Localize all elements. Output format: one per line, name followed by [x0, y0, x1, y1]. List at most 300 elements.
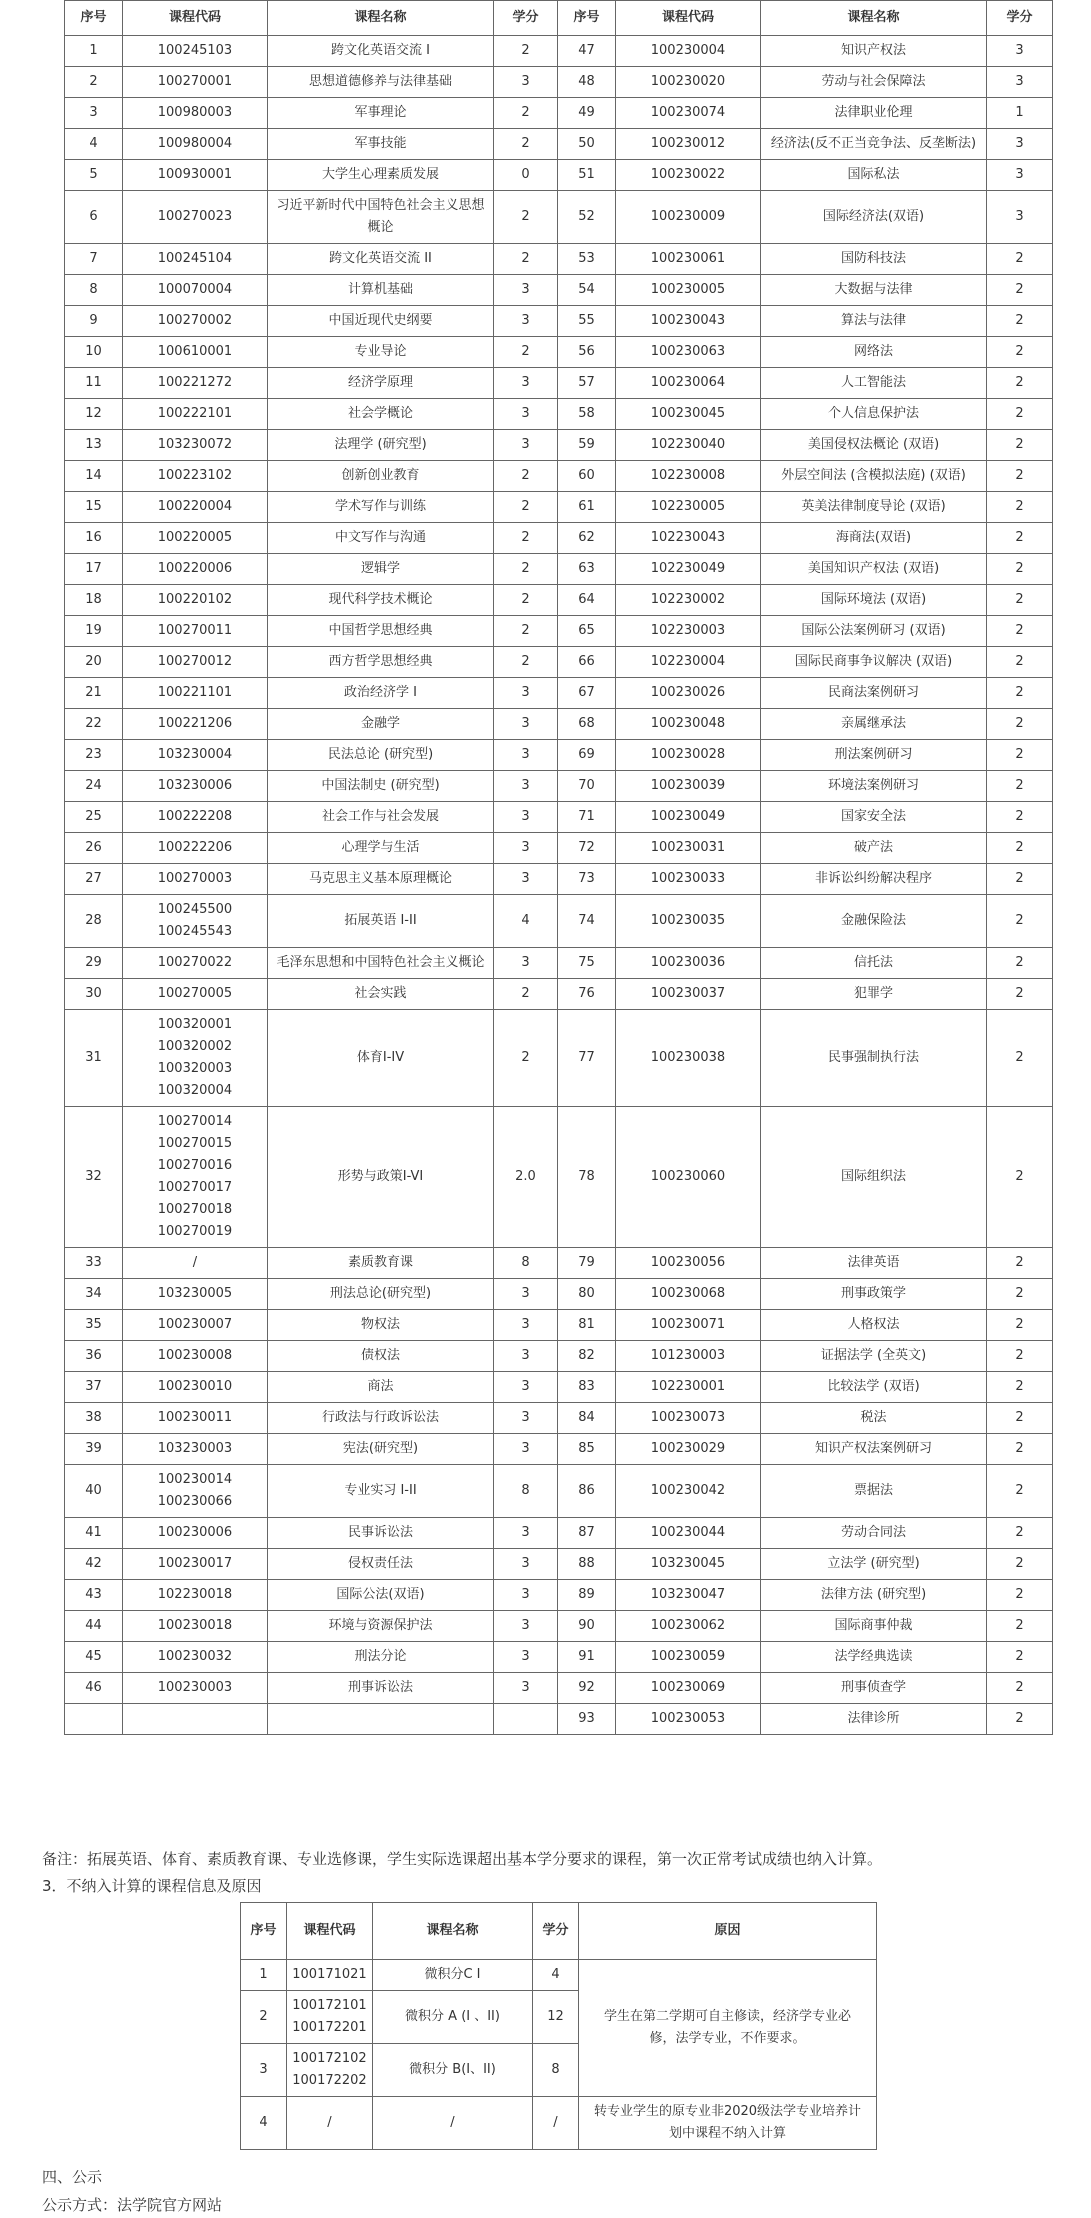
course-credit: 2	[987, 864, 1053, 895]
course-name: 行政法与行政诉讼法	[268, 1403, 494, 1434]
course-name: 商法	[268, 1372, 494, 1403]
course-credit: 2	[987, 709, 1053, 740]
course-code: 100270012	[157, 654, 233, 669]
course-code: 102230008	[650, 468, 726, 483]
course-credit: 2	[987, 461, 1053, 492]
course-no: 78	[558, 1107, 616, 1248]
header-credit-2: 学分	[987, 1, 1053, 36]
course-codes	[123, 306, 268, 337]
course-codes	[616, 67, 761, 98]
course-name: 专业实习 I-II	[268, 1465, 494, 1518]
course-code: 100230031	[650, 840, 726, 855]
course-code: 102230005	[650, 499, 726, 514]
table-row	[65, 1549, 1053, 1580]
course-credit: 3	[494, 771, 558, 802]
course-name: 刑法总论(研究型)	[268, 1279, 494, 1310]
course-credit: 2	[494, 36, 558, 67]
table-row	[65, 461, 1053, 492]
header-name: 课程名称	[268, 1, 494, 36]
course-credit: 2	[494, 523, 558, 554]
course-no: 89	[558, 1580, 616, 1611]
excl-reason: 学生在第二学期可自主修读，经济学专业必修，法学专业，不作要求。	[579, 1960, 877, 2097]
excl-no: 4	[241, 2097, 287, 2150]
course-no: 51	[558, 160, 616, 191]
course-name: 环境法案例研习	[761, 771, 987, 802]
course-code: 100230028	[650, 747, 726, 762]
course-name: 国际民商事争议解决 (双语)	[761, 647, 987, 678]
course-code: 100222208	[157, 809, 233, 824]
course-no: 53	[558, 244, 616, 275]
course-no: 19	[65, 616, 123, 647]
table-row	[65, 337, 1053, 368]
course-codes	[616, 864, 761, 895]
course-codes	[123, 1403, 268, 1434]
course-codes	[123, 678, 268, 709]
course-code: 100230008	[157, 1348, 233, 1363]
table-row	[65, 36, 1053, 67]
course-codes	[123, 67, 268, 98]
excl-no: 1	[241, 1960, 287, 1991]
course-no: 58	[558, 399, 616, 430]
table-row	[65, 864, 1053, 895]
table-row	[65, 1341, 1053, 1372]
course-name: 西方哲学思想经典	[268, 647, 494, 678]
course-codes	[123, 430, 268, 461]
course-codes	[616, 979, 761, 1010]
course-no: 74	[558, 895, 616, 948]
course-codes	[123, 244, 268, 275]
course-codes	[123, 895, 268, 948]
course-no: 14	[65, 461, 123, 492]
course-codes	[123, 36, 268, 67]
course-codes	[616, 399, 761, 430]
course-no: 17	[65, 554, 123, 585]
course-name	[268, 1704, 494, 1735]
course-name: 金融保险法	[761, 895, 987, 948]
table-row	[65, 740, 1053, 771]
course-name: 大数据与法律	[761, 275, 987, 306]
course-code: 100230066	[157, 1494, 233, 1509]
course-code: 103230006	[157, 778, 233, 793]
course-code: 102230049	[650, 561, 726, 576]
course-name: 社会工作与社会发展	[268, 802, 494, 833]
course-credit: 3	[494, 740, 558, 771]
table-row	[65, 895, 1053, 948]
course-no: 93	[558, 1704, 616, 1735]
course-codes	[616, 740, 761, 771]
course-no: 60	[558, 461, 616, 492]
course-name: 国防科技法	[761, 244, 987, 275]
course-code: 100230032	[157, 1649, 233, 1664]
course-code: 100222101	[157, 406, 233, 421]
course-code: 100220004	[157, 499, 233, 514]
course-no: 57	[558, 368, 616, 399]
course-name: 国际公法(双语)	[268, 1580, 494, 1611]
course-credit: 3	[987, 191, 1053, 244]
course-no: 5	[65, 160, 123, 191]
course-credit: 2	[987, 399, 1053, 430]
course-code: 100221101	[157, 685, 233, 700]
course-name: 刑事侦查学	[761, 1673, 987, 1704]
course-name: 国际组织法	[761, 1107, 987, 1248]
course-name: 逻辑学	[268, 554, 494, 585]
course-no: 84	[558, 1403, 616, 1434]
course-code: 100230005	[650, 282, 726, 297]
excl-header-credit: 学分	[533, 1903, 579, 1960]
course-codes	[123, 337, 268, 368]
course-codes	[123, 1549, 268, 1580]
course-codes	[616, 647, 761, 678]
table-row	[65, 585, 1053, 616]
course-no: 81	[558, 1310, 616, 1341]
table-row	[65, 1611, 1053, 1642]
table-row	[65, 1673, 1053, 1704]
course-name: 英美法律制度导论 (双语)	[761, 492, 987, 523]
course-name: 大学生心理素质发展	[268, 160, 494, 191]
excl-credit: 4	[533, 1960, 579, 1991]
course-codes	[616, 306, 761, 337]
course-credit: 3	[494, 1549, 558, 1580]
course-no: 75	[558, 948, 616, 979]
table-row	[65, 98, 1053, 129]
course-name: 刑事政策学	[761, 1279, 987, 1310]
course-codes	[123, 585, 268, 616]
course-codes	[123, 1704, 268, 1735]
course-credit: 2	[987, 1107, 1053, 1248]
excl-credit: 8	[533, 2044, 579, 2097]
course-codes	[123, 740, 268, 771]
course-codes	[616, 554, 761, 585]
course-name: 劳动合同法	[761, 1518, 987, 1549]
course-code: 100230042	[650, 1483, 726, 1498]
course-code: 100230004	[650, 43, 726, 58]
course-code: 100320003	[157, 1061, 233, 1076]
course-name: 马克思主义基本原理概论	[268, 864, 494, 895]
course-no: 12	[65, 399, 123, 430]
section-4-title: 四、公示	[42, 2168, 103, 2186]
table-row	[65, 1107, 1053, 1248]
course-code: 100220006	[157, 561, 233, 576]
course-codes	[616, 36, 761, 67]
course-codes	[123, 1465, 268, 1518]
course-no: 82	[558, 1341, 616, 1372]
course-no: 43	[65, 1580, 123, 1611]
course-no: 45	[65, 1642, 123, 1673]
course-codes	[123, 1279, 268, 1310]
course-codes	[616, 492, 761, 523]
course-no: 34	[65, 1279, 123, 1310]
course-no: 55	[558, 306, 616, 337]
course-no: 30	[65, 979, 123, 1010]
course-name: 法理学 (研究型)	[268, 430, 494, 461]
course-no: 23	[65, 740, 123, 771]
course-code: 100230020	[650, 74, 726, 89]
table-row	[65, 1372, 1053, 1403]
course-no: 86	[558, 1465, 616, 1518]
course-credit: 2	[494, 616, 558, 647]
course-no: 77	[558, 1010, 616, 1107]
course-credit: 1	[987, 98, 1053, 129]
course-credit: 3	[494, 1341, 558, 1372]
course-credit: 2	[494, 98, 558, 129]
table-row	[65, 1010, 1053, 1107]
course-name: 习近平新时代中国特色社会主义思想概论	[268, 191, 494, 244]
table-row	[65, 191, 1053, 244]
table-row	[65, 1704, 1053, 1735]
course-name: 立法学 (研究型)	[761, 1549, 987, 1580]
course-codes	[616, 129, 761, 160]
course-no: 31	[65, 1010, 123, 1107]
course-no: 79	[558, 1248, 616, 1279]
course-code: 100270003	[157, 871, 233, 886]
course-no: 88	[558, 1549, 616, 1580]
course-no: 63	[558, 554, 616, 585]
course-codes	[123, 523, 268, 554]
course-code: 100230012	[650, 136, 726, 151]
course-credit: 8	[494, 1248, 558, 1279]
excl-credit: /	[533, 2097, 579, 2150]
course-name: 个人信息保护法	[761, 399, 987, 430]
table-row	[65, 948, 1053, 979]
course-code: 100230026	[650, 685, 726, 700]
excl-name: 微积分 B(I、II)	[373, 2044, 533, 2097]
course-no: 1	[65, 36, 123, 67]
course-no: 72	[558, 833, 616, 864]
course-credit: 3	[987, 36, 1053, 67]
course-code: 100230043	[650, 313, 726, 328]
course-code: 100980004	[157, 136, 233, 151]
course-code: 100270014	[157, 1114, 233, 1129]
course-codes	[616, 191, 761, 244]
course-name: 国际商事仲裁	[761, 1611, 987, 1642]
course-code: 100230039	[650, 778, 726, 793]
course-name: 美国知识产权法 (双语)	[761, 554, 987, 585]
course-code: 100172101	[292, 1998, 367, 2013]
table-row	[65, 554, 1053, 585]
course-credit: 3	[494, 1403, 558, 1434]
course-credit: 2	[987, 275, 1053, 306]
course-credit: 3	[494, 1372, 558, 1403]
course-credit: 2	[987, 306, 1053, 337]
course-code: 100230053	[650, 1711, 726, 1726]
course-credit: 2	[987, 948, 1053, 979]
course-codes	[616, 678, 761, 709]
course-name: 跨文化英语交流 I	[268, 36, 494, 67]
table-row	[65, 399, 1053, 430]
course-no: 50	[558, 129, 616, 160]
course-codes	[123, 616, 268, 647]
course-no: 4	[65, 129, 123, 160]
table-row	[65, 430, 1053, 461]
course-credit: 2	[987, 1642, 1053, 1673]
course-codes	[123, 979, 268, 1010]
course-no: 44	[65, 1611, 123, 1642]
course-name: 中文写作与沟通	[268, 523, 494, 554]
course-code: 100230038	[650, 1050, 726, 1065]
course-code: 100222206	[157, 840, 233, 855]
course-no: 56	[558, 337, 616, 368]
course-no: 18	[65, 585, 123, 616]
course-codes	[616, 1403, 761, 1434]
table-row	[65, 1248, 1053, 1279]
course-name: 非诉讼纠纷解决程序	[761, 864, 987, 895]
course-credit: 2	[494, 244, 558, 275]
course-codes	[123, 1518, 268, 1549]
course-no: 92	[558, 1673, 616, 1704]
table-row	[65, 523, 1053, 554]
course-no: 47	[558, 36, 616, 67]
course-no: 13	[65, 430, 123, 461]
course-no: 73	[558, 864, 616, 895]
course-codes	[616, 461, 761, 492]
excl-header-reason: 原因	[579, 1903, 877, 1960]
course-no: 76	[558, 979, 616, 1010]
course-code: 100270017	[157, 1180, 233, 1195]
course-codes	[123, 1107, 268, 1248]
course-code: 100270016	[157, 1158, 233, 1173]
course-credit: 2	[987, 554, 1053, 585]
excl-no: 3	[241, 2044, 287, 2097]
course-name: 法律诊所	[761, 1704, 987, 1735]
excl-codes	[287, 1991, 373, 2044]
course-code: 100230059	[650, 1649, 726, 1664]
course-codes	[616, 895, 761, 948]
course-codes	[123, 1642, 268, 1673]
course-codes	[616, 368, 761, 399]
course-name: 国际私法	[761, 160, 987, 191]
excl-reason: 转专业学生的原专业非2020级法学专业培养计划中课程不纳入计算	[579, 2097, 877, 2150]
course-no: 22	[65, 709, 123, 740]
course-code: 100230049	[650, 809, 726, 824]
course-name: 民事诉讼法	[268, 1518, 494, 1549]
course-code: 100270001	[157, 74, 233, 89]
course-credit: 2	[494, 492, 558, 523]
course-credit: 3	[494, 1518, 558, 1549]
header-credit: 学分	[494, 1, 558, 36]
course-credit: 3	[494, 678, 558, 709]
course-codes	[616, 771, 761, 802]
course-codes	[123, 1580, 268, 1611]
course-name: 知识产权法	[761, 36, 987, 67]
course-code: 102230043	[650, 530, 726, 545]
course-no: 35	[65, 1310, 123, 1341]
course-credit: 2	[987, 740, 1053, 771]
course-no: 66	[558, 647, 616, 678]
course-code: 100270022	[157, 955, 233, 970]
course-name: 犯罪学	[761, 979, 987, 1010]
course-name: 国际经济法(双语)	[761, 191, 987, 244]
course-credit: 3	[494, 1642, 558, 1673]
course-no: 46	[65, 1673, 123, 1704]
course-no: 36	[65, 1341, 123, 1372]
course-codes	[123, 1010, 268, 1107]
course-codes	[123, 1434, 268, 1465]
course-code: 100220005	[157, 530, 233, 545]
course-no: 64	[558, 585, 616, 616]
course-codes	[616, 1580, 761, 1611]
course-name: 民法总论 (研究型)	[268, 740, 494, 771]
course-credit: 2	[987, 771, 1053, 802]
table-row	[65, 1403, 1053, 1434]
course-name: 外层空间法 (含模拟法庭) (双语)	[761, 461, 987, 492]
excl-codes	[287, 2097, 373, 2150]
course-codes	[616, 948, 761, 979]
course-no: 37	[65, 1372, 123, 1403]
course-no: 21	[65, 678, 123, 709]
course-code: 100230060	[650, 1169, 726, 1184]
excl-header-code: 课程代码	[287, 1903, 373, 1960]
course-credit: 3	[494, 1434, 558, 1465]
excl-no: 2	[241, 1991, 287, 2044]
course-name: 美国侵权法概论 (双语)	[761, 430, 987, 461]
course-no: 38	[65, 1403, 123, 1434]
course-code: 100270005	[157, 986, 233, 1001]
course-name: 破产法	[761, 833, 987, 864]
table-row	[65, 492, 1053, 523]
course-name: 思想道德修养与法律基础	[268, 67, 494, 98]
course-codes	[616, 1434, 761, 1465]
course-name: 海商法(双语)	[761, 523, 987, 554]
course-code: 100230006	[157, 1525, 233, 1540]
course-no: 41	[65, 1518, 123, 1549]
course-code: 102230018	[157, 1587, 233, 1602]
course-credit: 2	[987, 1704, 1053, 1735]
course-credit: 2	[494, 585, 558, 616]
course-no: 59	[558, 430, 616, 461]
course-credit: 2	[987, 1010, 1053, 1107]
course-code: 100223102	[157, 468, 233, 483]
header-code-2: 课程代码	[616, 1, 761, 36]
course-no: 67	[558, 678, 616, 709]
course-credit: 8	[494, 1465, 558, 1518]
course-no: 91	[558, 1642, 616, 1673]
course-no: 52	[558, 191, 616, 244]
course-no: 29	[65, 948, 123, 979]
course-no: 42	[65, 1549, 123, 1580]
course-credit: 2.0	[494, 1107, 558, 1248]
course-credit: 3	[987, 67, 1053, 98]
course-no: 49	[558, 98, 616, 129]
course-code: 100245104	[157, 251, 233, 266]
course-credit: 2	[987, 802, 1053, 833]
course-code: 100320002	[157, 1039, 233, 1054]
course-credit: 2	[987, 1310, 1053, 1341]
course-name: 中国哲学思想经典	[268, 616, 494, 647]
course-code: 100230010	[157, 1379, 233, 1394]
table-row	[65, 1279, 1053, 1310]
course-no: 20	[65, 647, 123, 678]
course-name: 金融学	[268, 709, 494, 740]
course-codes	[123, 191, 268, 244]
course-name: 法律职业伦理	[761, 98, 987, 129]
course-code: 100230011	[157, 1410, 233, 1425]
course-name: 民事强制执行法	[761, 1010, 987, 1107]
course-code: 100230007	[157, 1317, 233, 1332]
course-code: 100230017	[157, 1556, 233, 1571]
course-name: 环境与资源保护法	[268, 1611, 494, 1642]
course-no: 8	[65, 275, 123, 306]
course-codes	[123, 160, 268, 191]
course-no: 16	[65, 523, 123, 554]
course-credit: 3	[494, 864, 558, 895]
course-no: 10	[65, 337, 123, 368]
course-credit: 2	[987, 368, 1053, 399]
course-code: 100172201	[292, 2020, 367, 2035]
table-row	[65, 1580, 1053, 1611]
course-code: 103230003	[157, 1441, 233, 1456]
course-codes	[123, 1341, 268, 1372]
course-code: 100270023	[157, 209, 233, 224]
